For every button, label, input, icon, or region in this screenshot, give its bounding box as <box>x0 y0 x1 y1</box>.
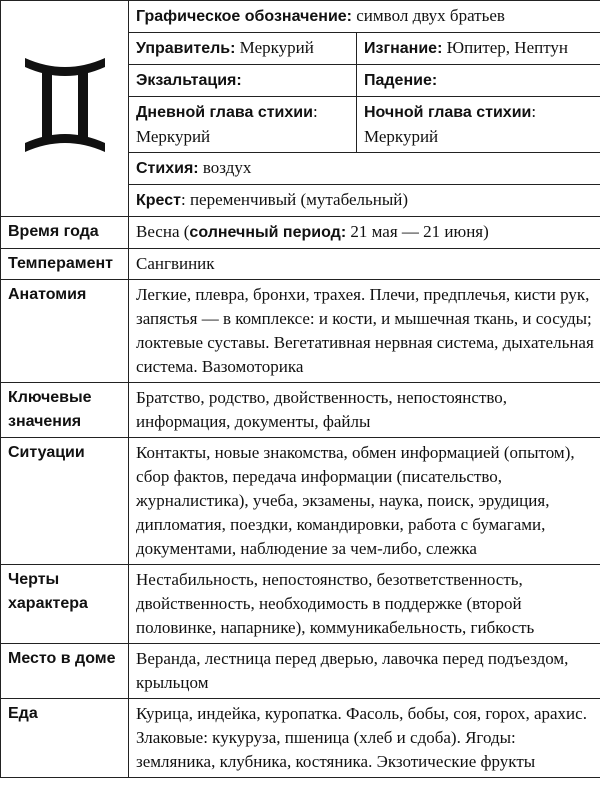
food-label: Еда <box>1 699 129 778</box>
situations-label: Ситуации <box>1 438 129 565</box>
graphic-symbol-cell <box>129 1 600 33</box>
keywords-value: Братство, родство, двойственность, непостоянство, информация, документы, файлы <box>129 383 600 438</box>
gemini-glyph-icon <box>15 50 115 160</box>
exile-value: Юпитер, Нептун <box>446 38 569 57</box>
cross-label: Крест <box>136 192 181 209</box>
element-cell <box>129 153 600 185</box>
table-row <box>1 249 600 280</box>
season-label: Время года <box>1 217 129 249</box>
night-ruler-value: Меркурий <box>364 127 439 146</box>
fall-cell <box>357 65 600 97</box>
day-ruler-value: Меркурий <box>136 127 211 146</box>
food-value: Курица, индейка, куропатка. Фасоль, бобы, соя, горох, арахис. Злаковые: кукуруза, пшеница (хлеб и сдоба). Ягоды: земляника, клубника, костяника. Экзотические фрукты <box>129 699 600 778</box>
anatomy-label: Анатомия <box>1 280 129 383</box>
anatomy-value: Легкие, плевра, бронхи, трахея. Плечи, предплечья, кисти рук, запястья — в комплексе: и кости, и мышечная ткань, и сосуды; локтевые суставы. Вегетативная нервная система, дыхательная система. Вазомоторика <box>129 280 600 383</box>
day-ruler-cell <box>129 97 357 153</box>
day-ruler-label: Дневной глава стихии <box>136 104 313 121</box>
cross-cell <box>129 185 600 217</box>
exaltation-label: Экзальтация: <box>136 72 242 89</box>
ruler-label: Управитель: <box>136 40 236 57</box>
character-label: Черты характера <box>1 565 129 644</box>
night-ruler-cell <box>357 97 600 153</box>
exile-cell <box>357 33 600 65</box>
exaltation-cell <box>129 65 357 97</box>
day-ruler-colon: : <box>312 102 318 121</box>
night-ruler-label: Ночной глава стихии <box>364 104 532 121</box>
home-value: Веранда, лестница перед дверью, лавочка перед подъездом, крыльцом <box>129 644 600 699</box>
exile-label: Изгнание: <box>364 40 443 57</box>
graphic-value: символ двух братьев <box>356 6 505 25</box>
table-row <box>1 438 600 565</box>
ruler-cell <box>129 33 357 65</box>
situations-value: Контакты, новые знакомства, обмен информацией (опытом), сбор фактов, передача информации (писательство, журналистика), учеба, экзамены, наука, поиск, эрудиция, дипломатия, поездки, командировки, работа с бумагами, документами, наблюдение за чем-либо, слежка <box>129 438 600 565</box>
season-value <box>129 217 600 249</box>
element-value: воздух <box>202 158 252 177</box>
table-row <box>1 383 600 438</box>
table-row <box>1 699 600 778</box>
character-value: Нестабильность, непостоянство, безответственность, двойственность, необходимость в поддержке (второй половинке, напарнике), коммуникабельность, гибкость <box>129 565 600 644</box>
table-row <box>1 217 600 249</box>
symbol-cell <box>1 1 129 217</box>
home-label: Место в доме <box>1 644 129 699</box>
night-ruler-colon: : <box>531 102 537 121</box>
graphic-label: Графическое обозначение: <box>136 8 353 25</box>
table-row <box>1 644 600 699</box>
season-value-start: Весна ( <box>136 222 190 241</box>
fall-label: Падение: <box>364 72 438 89</box>
cross-value: : переменчивый (мутабельный) <box>180 190 409 209</box>
table-row <box>1 565 600 644</box>
keywords-label: Ключевые значения <box>1 383 129 438</box>
temperament-value: Сангвиник <box>129 249 600 280</box>
sun-period-label: солнечный период: <box>189 224 347 241</box>
season-value-end: 21 мая — 21 июня) <box>346 222 489 241</box>
temperament-label: Темперамент <box>1 249 129 280</box>
element-label: Стихия: <box>136 160 199 177</box>
table-row <box>1 280 600 383</box>
ruler-value: Меркурий <box>239 38 314 57</box>
